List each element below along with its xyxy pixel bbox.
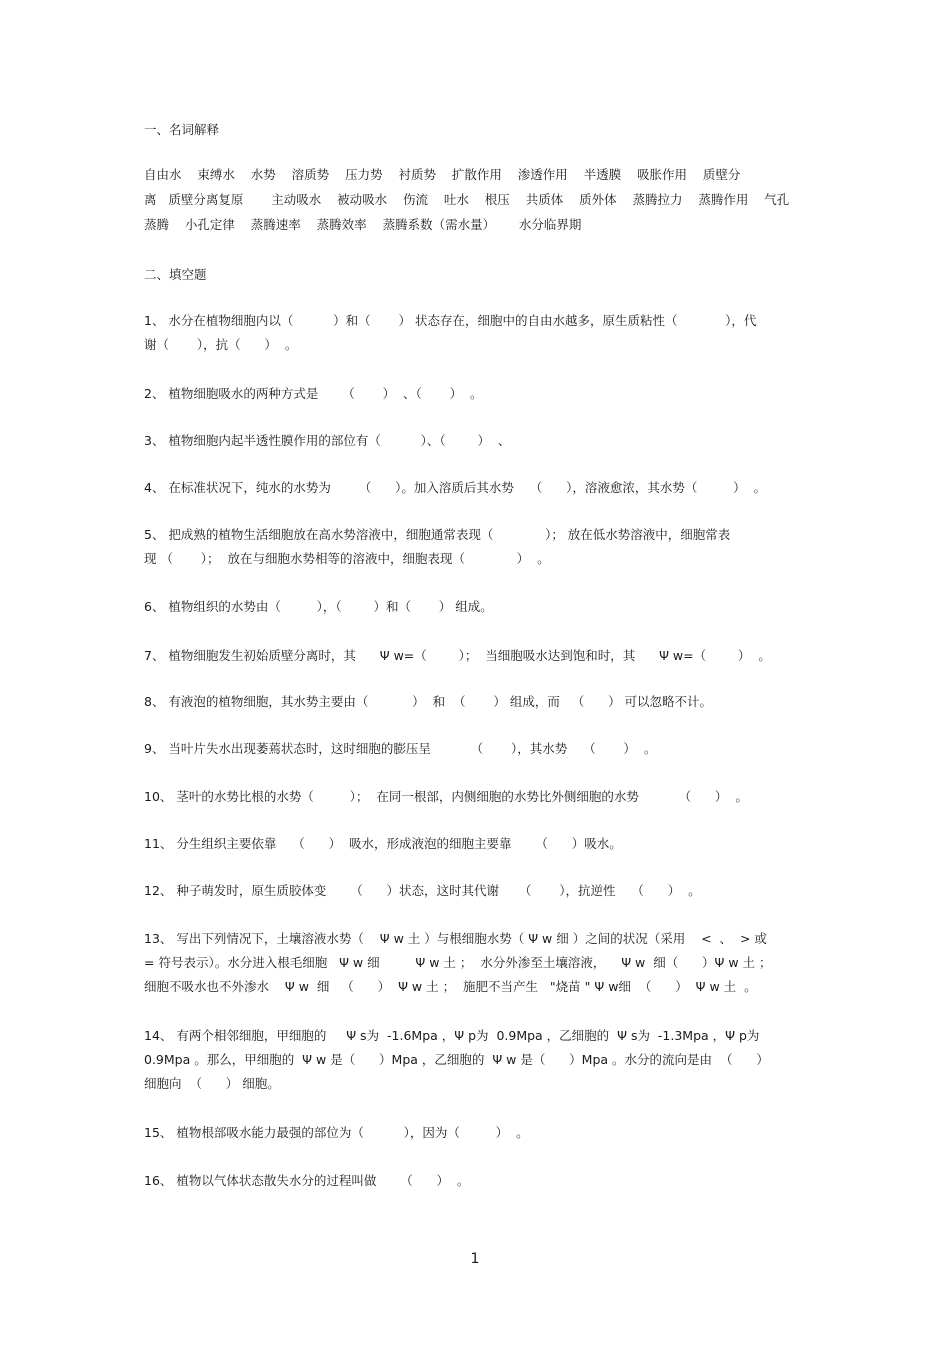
question-3 <box>144 429 810 453</box>
question-2 <box>144 382 810 406</box>
question-line: 8、 有液泡的植物细胞，其水势主要由（ ） 和 （ ） 组成，而 （ ） 可以忽略不计。 <box>144 694 713 709</box>
question-line: 4、 在标准状况下，纯水的水势为 （ ）。加入溶质后其水势 （ ），溶液愈浓，其水势（ ） 。 <box>144 480 767 495</box>
question-line: 现 （ ）； 放在与细胞水势相等的溶液中，细胞表现（ ） 。 <box>144 551 550 566</box>
question-10 <box>144 785 810 809</box>
question-line: 11、 分生组织主要依靠 （ ） 吸水，形成液泡的细胞主要靠 （ ）吸水。 <box>144 836 622 851</box>
question-line: 10、 茎叶的水势比根的水势（ ）； 在同一根部，内侧细胞的水势比外侧细胞的水势 （ ） 。 <box>144 789 748 804</box>
question-line: 0.9Mpa 。那么，甲细胞的 Ψ w 是（ ）Mpa ，乙细胞的 Ψ w 是（ ）Mpa 。水分的流向是由 （ ） <box>144 1052 769 1067</box>
section-heading-fill-in: 二、填空题 <box>144 267 207 282</box>
question-8 <box>144 690 810 714</box>
question-11 <box>144 832 810 856</box>
question-line: 9、 当叶片失水出现萎蔫状态时，这时细胞的膨压呈 （ ），其水势 （ ） 。 <box>144 741 657 756</box>
question-line: 12、 种子萌发时，原生质胶体变 （ ）状态，这时其代谢 （ ），抗逆性 （ ） 。 <box>144 883 701 898</box>
term-line: 自由水 束缚水 水势 溶质势 压力势 衬质势 扩散作用 渗透作用 半透膜 吸胀作用 质壁分 <box>144 167 741 182</box>
question-9 <box>144 737 810 761</box>
term-list <box>144 162 810 237</box>
question-12 <box>144 879 810 903</box>
question-line: 细胞向 （ ） 细胞。 <box>144 1076 280 1091</box>
question-5 <box>144 523 810 571</box>
question-6 <box>144 595 810 619</box>
question-line: 2、 植物细胞吸水的两种方式是 （ ） 、（ ） 。 <box>144 386 483 401</box>
section-heading-definitions: 一、名词解释 <box>144 122 220 137</box>
question-15 <box>144 1121 810 1145</box>
question-line: 1、 水分在植物细胞内以（ ）和（ ） 状态存在，细胞中的自由水越多，原生质粘性（ ），代 <box>144 313 757 328</box>
question-13 <box>144 927 810 999</box>
question-line: 6、 植物组织的水势由（ ），（ ）和（ ） 组成。 <box>144 599 493 614</box>
question-1 <box>144 309 810 357</box>
question-line: 7、 植物细胞发生初始质壁分离时，其 Ψ w=（ ）； 当细胞吸水达到饱和时，其 Ψ w=（ ） 。 <box>144 648 771 663</box>
question-4 <box>144 476 810 500</box>
question-16 <box>144 1169 810 1193</box>
term-line: 离 质壁分离复原 主动吸水 被动吸水 伤流 吐水 根压 共质体 质外体 蒸腾拉力 蒸腾作用 气孔 <box>144 192 790 207</box>
term-line: 蒸腾 小孔定律 蒸腾速率 蒸腾效率 蒸腾系数（需水量） 水分临界期 <box>144 217 582 232</box>
question-line: = 符号表示）。水分进入根毛细胞 Ψ w 细 Ψ w 土 ； 水分外渗至土壤溶液， Ψ w 细（ ）Ψ w 土 ； <box>144 955 772 970</box>
question-14 <box>144 1024 810 1096</box>
question-line: 细胞不吸水也不外渗水 Ψ w 细 （ ） Ψ w 土 ； 施肥不当产生 "烧苗 " Ψ w细 （ ） Ψ w 土 。 <box>144 979 757 994</box>
question-line: 15、 植物根部吸水能力最强的部位为（ ），因为（ ） 。 <box>144 1125 529 1140</box>
question-7 <box>144 644 810 668</box>
question-line: 14、 有两个相邻细胞，甲细胞的 Ψ s为 -1.6Mpa ，Ψ p为 0.9Mpa ，乙细胞的 Ψ s为 -1.3Mpa ，Ψ p为 <box>144 1028 760 1043</box>
question-line: 谢（ ），抗（ ） 。 <box>144 337 298 352</box>
question-line: 13、 写出下列情况下，土壤溶液水势（ Ψ w 土 ）与根细胞水势（ Ψ w 细 ）之间的状况（采用 < 、 > 或 <box>144 931 767 946</box>
page-number: 1 <box>470 1251 480 1267</box>
question-line: 5、 把成熟的植物生活细胞放在高水势溶液中，细胞通常表现（ ）； 放在低水势溶液中，细胞常表 <box>144 527 731 542</box>
question-line: 3、 植物细胞内起半透性膜作用的部位有（ ）、（ ） 、 <box>144 433 511 448</box>
question-line: 16、 植物以气体状态散失水分的过程叫做 （ ） 。 <box>144 1173 470 1188</box>
